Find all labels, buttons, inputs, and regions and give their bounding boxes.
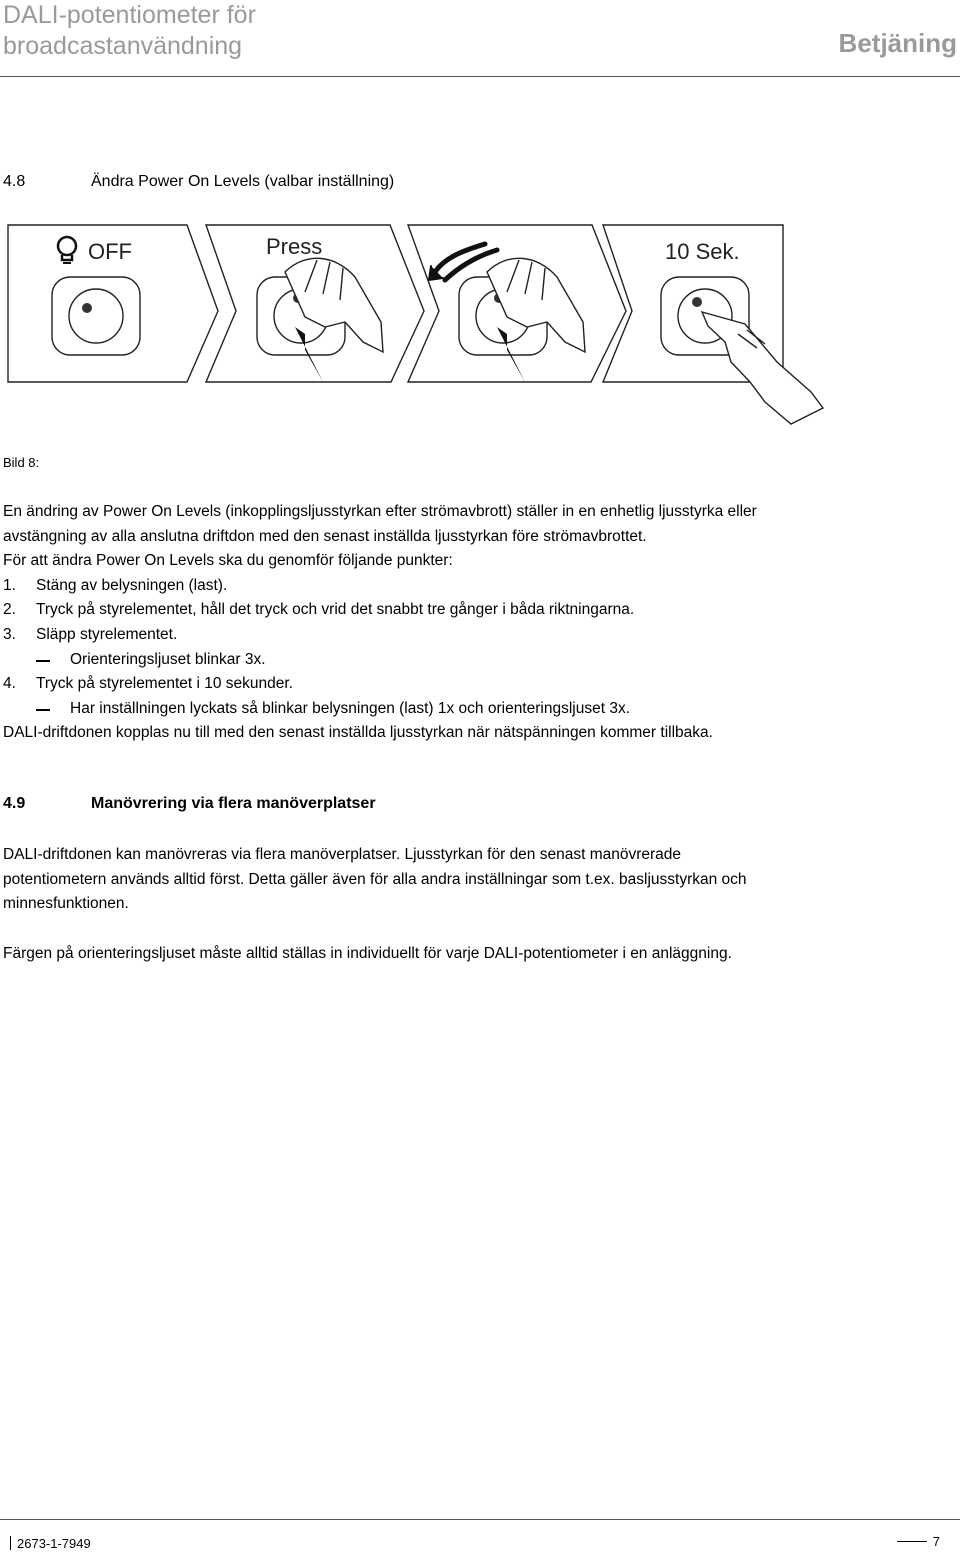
section-number: 4.8 xyxy=(3,173,26,190)
instructions-block xyxy=(3,500,948,746)
header-title-line2: broadcastanvändning xyxy=(3,32,243,60)
dimmer-knob-icon xyxy=(52,277,140,355)
paragraph-line: Färgen på orienteringsljuset måste alltid ställas in individuellt för varje DALI-potentiometer i en anläggning. xyxy=(3,945,732,962)
dash-bullet xyxy=(36,660,50,662)
panel-label-off: OFF xyxy=(88,239,132,264)
step-result-item xyxy=(3,648,948,673)
rotation-arrows-icon xyxy=(429,244,497,280)
step-result-item xyxy=(3,697,948,722)
intro-line: För att ändra Power On Levels ska du genomför följande punkter: xyxy=(3,552,453,570)
paragraph-line: potentiometern används alltid först. Detta gäller även för alla andra inställningar som t.ex. basljusstyrkan och xyxy=(3,870,747,888)
step-number: 3. xyxy=(3,625,16,643)
outro-line: DALI-driftdonen kopplas nu till med den senast inställda ljusstyrkan när nätspänningen kommer tillbaka. xyxy=(3,724,713,742)
footer-doc-number xyxy=(10,1536,91,1551)
step-number: 4. xyxy=(3,675,16,693)
section-title: Ändra Power On Levels (valbar inställning) xyxy=(91,173,395,190)
section-number: 4.9 xyxy=(3,795,26,812)
footer-divider xyxy=(0,1519,960,1520)
procedure-illustration xyxy=(5,222,825,427)
footer-page-rule xyxy=(897,1541,927,1542)
lightbulb-icon xyxy=(58,237,76,263)
footer-bar xyxy=(10,1536,11,1550)
footer-page-number xyxy=(897,1534,940,1549)
step-result-text: Orienteringsljuset blinkar 3x. xyxy=(70,650,266,668)
intro-line: En ändring av Power On Levels (inkopplingsljusstyrkan efter strömavbrott) ställer in en enhetlig ljusstyrka eller xyxy=(3,503,757,520)
step-number: 1. xyxy=(3,576,16,594)
header-document-title xyxy=(3,0,256,62)
paragraph-line: minnesfunktionen. xyxy=(3,895,129,913)
intro-line: avstängning av alla anslutna driftdon med den senast inställda ljusstyrkan före strömavbrottet. xyxy=(3,527,647,545)
step-text: Tryck på styrelementet i 10 sekunder. xyxy=(36,675,294,693)
paragraph-multiple-stations xyxy=(3,843,948,917)
header-title-line1: DALI-potentiometer för xyxy=(3,1,256,29)
step-result-text: Har inställningen lyckats så blinkar belysningen (last) 1x och orienteringsljuset 3x. xyxy=(70,699,630,717)
panel-label-press: Press xyxy=(266,234,323,259)
section-heading-4-8 xyxy=(3,173,603,193)
step-text: Stäng av belysningen (last). xyxy=(36,576,228,594)
step-text: Släpp styrelementet. xyxy=(36,625,178,643)
header-section-name: Betjäning xyxy=(838,28,957,58)
figure-caption: Bild 8: xyxy=(3,455,40,470)
step-item xyxy=(3,672,948,697)
dash-bullet xyxy=(36,709,50,711)
page-number: 7 xyxy=(932,1534,940,1549)
section-heading-4-9 xyxy=(3,795,603,815)
pointing-hand-icon xyxy=(702,312,823,424)
section-title: Manövrering via flera manöverplatser xyxy=(91,795,376,812)
panel-label-10-sek: 10 Sek. xyxy=(665,239,740,264)
step-item xyxy=(3,574,948,599)
header-divider xyxy=(0,76,960,77)
doc-number: 2673-1-7949 xyxy=(17,1536,91,1551)
step-item xyxy=(3,598,948,623)
paragraph-line: DALI-driftdonen kan manövreras via flera manöverplatser. Ljusstyrkan för den senast manövrerade xyxy=(3,846,682,863)
step-item xyxy=(3,623,948,648)
step-text: Tryck på styrelementet, håll det tryck och vrid det snabbt tre gånger i båda riktningarna. xyxy=(36,601,635,619)
step-number: 2. xyxy=(3,601,16,619)
paragraph-orientation-light xyxy=(3,942,948,967)
